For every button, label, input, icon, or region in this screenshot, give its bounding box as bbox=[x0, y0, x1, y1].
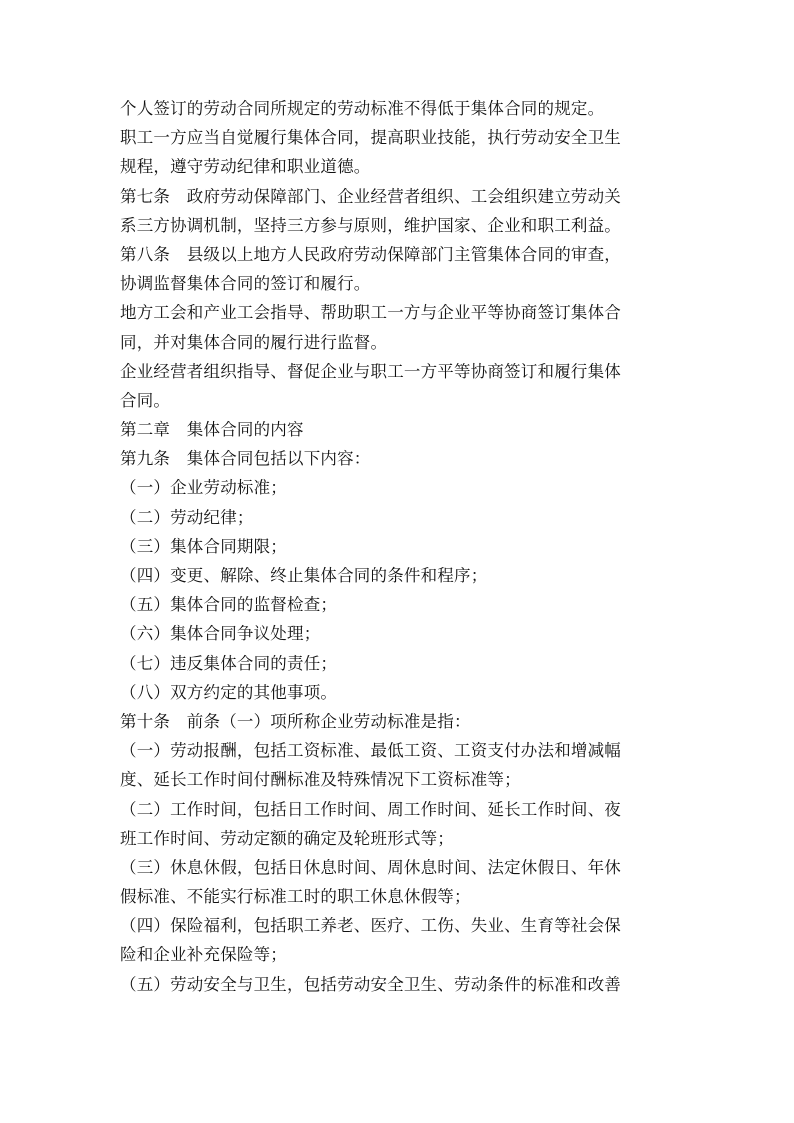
text-line: 度、延长工作时间付酬标准及特殊情况下工资标准等； bbox=[120, 770, 521, 790]
list-item: （一）企业劳动标准； bbox=[120, 478, 287, 498]
text-line: 同，并对集体合同的履行进行监督。 bbox=[120, 332, 388, 352]
chapter-2-heading: 第二章 集体合同的内容 bbox=[120, 420, 304, 440]
article-9-heading: 第九条 集体合同包括以下内容： bbox=[120, 449, 371, 469]
article-8-heading: 第八条 县级以上地方人民政府劳动保障部门主管集体合同的审查， bbox=[120, 244, 621, 264]
list-item: （八）双方约定的其他事项。 bbox=[120, 682, 338, 702]
list-item: （七）违反集体合同的责任； bbox=[120, 653, 338, 673]
text-line: 地方工会和产业工会指导、帮助职工一方与企业平等协商签订集体合 bbox=[120, 303, 621, 323]
text-line: 班工作时间、劳动定额的确定及轮班形式等； bbox=[120, 828, 454, 848]
text-line: 险和企业补充保险等； bbox=[120, 945, 287, 965]
list-item: （四）保险福利，包括职工养老、医疗、工伤、失业、生育等社会保 bbox=[120, 916, 621, 936]
list-item: （二）劳动纪律； bbox=[120, 507, 254, 527]
list-item: （五）劳动安全与卫生，包括劳动安全卫生、劳动条件的标准和改善 bbox=[120, 974, 621, 994]
article-10-heading: 第十条 前条（一）项所称企业劳动标准是指： bbox=[120, 711, 471, 731]
text-line: 协调监督集体合同的签订和履行。 bbox=[120, 274, 371, 294]
text-line: 企业经营者组织指导、督促企业与职工一方平等协商签订和履行集体 bbox=[120, 361, 621, 381]
list-item: （四）变更、解除、终止集体合同的条件和程序； bbox=[120, 566, 488, 585]
text-line: 规程，遵守劳动纪律和职业道德。 bbox=[120, 157, 371, 177]
list-item: （三）休息休假，包括日休息时间、周休息时间、法定休假日、年休 bbox=[120, 857, 621, 877]
list-item: （三）集体合同期限； bbox=[120, 536, 287, 556]
list-item: （六）集体合同争议处理； bbox=[120, 624, 321, 644]
list-item: （五）集体合同的监督检查； bbox=[120, 595, 338, 615]
text-line: 个人签订的劳动合同所规定的劳动标准不得低于集体合同的规定。 bbox=[120, 99, 605, 118]
document-body bbox=[120, 94, 680, 999]
text-line: 职工一方应当自觉履行集体合同，提高职业技能，执行劳动安全卫生 bbox=[120, 128, 621, 148]
text-line: 合同。 bbox=[120, 390, 171, 410]
list-item: （一）劳动报酬，包括工资标准、最低工资、工资支付办法和增减幅 bbox=[120, 741, 621, 761]
text-line: 假标准、不能实行标准工时的职工休息休假等； bbox=[120, 887, 471, 907]
list-item: （二）工作时间，包括日工作时间、周工作时间、延长工作时间、夜 bbox=[120, 799, 621, 819]
article-7-heading: 第七条 政府劳动保障部门、企业经营者组织、工会组织建立劳动关 bbox=[120, 186, 621, 206]
text-line: 系三方协调机制，坚持三方参与原则，维护国家、企业和职工利益。 bbox=[120, 215, 621, 235]
